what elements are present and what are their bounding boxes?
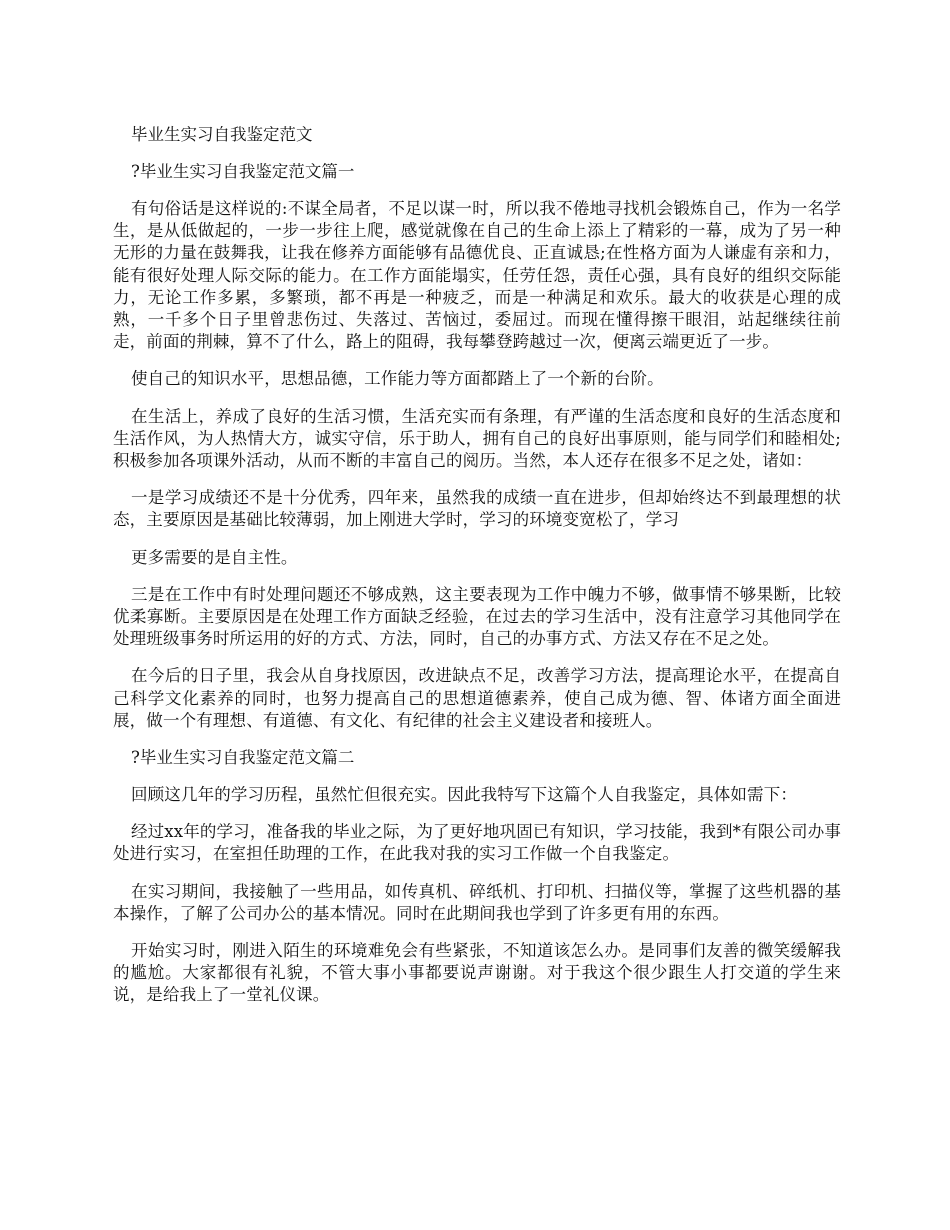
document-title: 毕业生实习自我鉴定范文 [131, 125, 313, 144]
paragraph: 更多需要的是自主性。 [131, 547, 298, 567]
section-heading-1: ?毕业生实习自我鉴定范文篇一 [131, 162, 355, 181]
paragraph: 在生活上，养成了良好的生活习惯，生活充实而有条理，有严谨的生活态度和良好的生活态度和生活作风，为人热情大方，诚实守信，乐于助人，拥有自己的良好出事原则，能与同学们和睦相处;积极参加各项课外活动，从而不断的丰富自己的阅历。当然，本人还存在很多不足之处，诸如： [113, 406, 841, 471]
paragraph: 使自己的知识水平，思想品德，工作能力等方面都踏上了一个新的台阶。 [131, 369, 664, 389]
paragraph: 三是在工作中有时处理问题还不够成熟，这主要表现为工作中魄力不够，做事情不够果断，比较优柔寡断。主要原因是在处理工作方面缺乏经验，在过去的学习生活中，没有注意学习其他同学在处理班级事务时所运用的好的方式、方法，同时，自己的办事方式、方法又存在不足之处。 [113, 584, 841, 649]
paragraph: 在今后的日子里，我会从自身找原因，改进缺点不足，改善学习方法，提高理论水平，在提高自己科学文化素养的同时，也努力提高自己的思想道德素养，使自己成为德、智、体诸方面全面进展，做一个有理想、有道德、有文化、有纪律的社会主义建设者和接班人。 [113, 666, 841, 730]
paragraph: 一是学习成绩还不是十分优秀，四年来，虽然我的成绩一直在进步，但却始终达不到最理想的状态，主要原因是基础比较薄弱，加上刚进大学时，学习的环境变宽松了，学习 [113, 488, 841, 530]
section-heading-2: ?毕业生实习自我鉴定范文篇二 [131, 748, 355, 768]
paragraph: 经过xx年的学习，准备我的毕业之际，为了更好地巩固已有知识，学习技能，我到*有限公司办事处进行实习，在室担任助理的工作，在此我对我的实习工作做一个自我鉴定。 [113, 822, 841, 864]
paragraph: 在实习期间，我接触了一些用品，如传真机、碎纸机、打印机、扫描仪等，掌握了这些机器的基本操作，了解了公司办公的基本情况。同时在此期间我也学到了许多更有用的东西。 [113, 881, 841, 923]
paragraph: 开始实习时，刚进入陌生的环境难免会有些紧张，不知道该怎么办。是同事们友善的微笑缓解我的尴尬。大家都很有礼貌，不管大事小事都要说声谢谢。对于我这个很少跟生人打交道的学生来说，是给我上了一堂礼仪课。 [113, 941, 841, 1005]
paragraph: 有句俗话是这样说的:不谋全局者，不足以谋一时，所以我不倦地寻找机会锻炼自己，作为一名学生，是从低做起的，一步一步往上爬，感觉就像在自己的生命上添上了精彩的一幕，成为了另一种无形的力量在鼓舞我，让我在修养方面能够有品德优良、正直诚恳;在性格方面为人谦虚有亲和力，能有很好处理人际交际的能力。在工作方面能塌实，任劳任怨，责任心强，具有良好的组织交际能力，无论工作多累，多繁琐，都不再是一种疲乏，而是一种满足和欢乐。最大的收获是心理的成熟，一千多个日子里曾悲伤过、失落过、苦恼过，委屈过。而现在懂得擦干眼泪，站起继续往前走，前面的荆棘，算不了什么，路上的阻碍，我每攀登跨越过一次，便离云端更近了一步。 [113, 199, 841, 352]
paragraph: 回顾这几年的学习历程，虽然忙但很充实。因此我特写下这篇个人自我鉴定，具体如需下： [131, 785, 797, 805]
document-body [113, 124, 841, 1022]
